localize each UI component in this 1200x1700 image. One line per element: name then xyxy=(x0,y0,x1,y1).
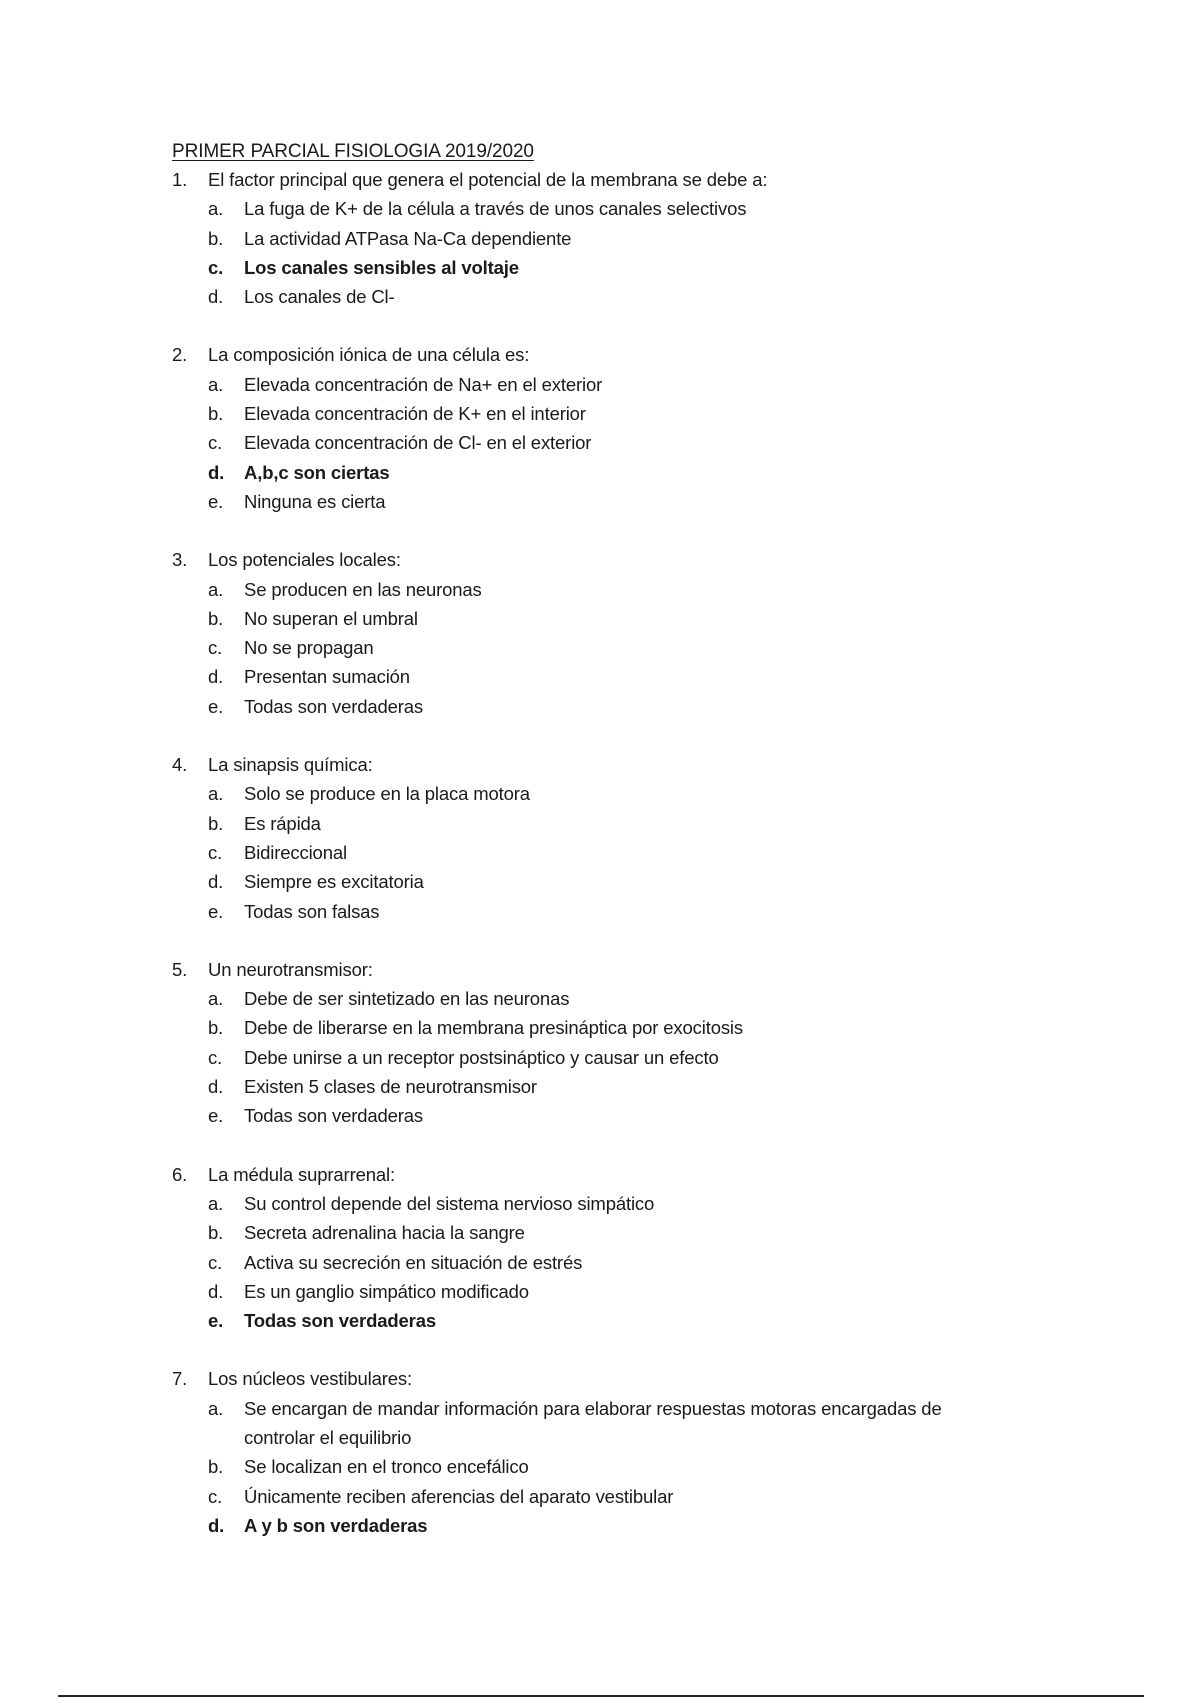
option-letter: d. xyxy=(208,1280,224,1302)
option-letter: a. xyxy=(208,198,224,220)
option-letter: c. xyxy=(208,1485,223,1507)
answer-option xyxy=(0,487,1200,516)
answer-option xyxy=(0,604,1200,633)
option-text: Bidireccional xyxy=(244,841,347,863)
option-letter: a. xyxy=(208,783,224,805)
answer-option-correct xyxy=(0,458,1200,487)
option-text: Secreta adrenalina hacia la sangre xyxy=(244,1222,525,1244)
option-letter: c. xyxy=(208,637,223,659)
question-5 xyxy=(0,955,1200,1131)
option-text: A,b,c son ciertas xyxy=(244,461,390,483)
option-letter: e. xyxy=(208,490,224,512)
question-header xyxy=(0,165,1200,194)
footer-divider xyxy=(58,1695,1144,1697)
option-text: Debe de liberarse en la membrana presináptica por exocitosis xyxy=(244,1017,743,1039)
option-letter: e. xyxy=(208,1310,224,1332)
question-header xyxy=(0,1160,1200,1189)
answer-option xyxy=(0,1277,1200,1306)
question-number: 4. xyxy=(172,754,188,776)
answer-option xyxy=(0,1218,1200,1247)
option-letter: c. xyxy=(208,841,223,863)
option-text: Debe unirse a un receptor postsináptico y causar un efecto xyxy=(244,1046,719,1068)
option-text: Los canales de Cl- xyxy=(244,286,395,308)
question-header xyxy=(0,750,1200,779)
question-number: 7. xyxy=(172,1368,188,1390)
answer-option xyxy=(0,399,1200,428)
answer-option xyxy=(0,809,1200,838)
answer-option xyxy=(0,575,1200,604)
option-letter: b. xyxy=(208,1456,224,1478)
question-number: 3. xyxy=(172,549,188,571)
question-4 xyxy=(0,750,1200,926)
option-letter: d. xyxy=(208,461,225,483)
answer-option xyxy=(0,1013,1200,1042)
question-2 xyxy=(0,340,1200,516)
option-letter: a. xyxy=(208,578,224,600)
option-text: No se propagan xyxy=(244,637,374,659)
option-letter: a. xyxy=(208,1192,224,1214)
option-letter: a. xyxy=(208,373,224,395)
option-letter: c. xyxy=(208,256,224,278)
question-1 xyxy=(0,165,1200,311)
option-text: Todas son verdaderas xyxy=(244,1310,437,1332)
option-text: Es rápida xyxy=(244,812,321,834)
question-3 xyxy=(0,545,1200,721)
option-letter: e. xyxy=(208,900,224,922)
option-letter: c. xyxy=(208,432,223,454)
option-letter: c. xyxy=(208,1251,223,1273)
question-number: 6. xyxy=(172,1163,188,1185)
answer-option xyxy=(0,1189,1200,1218)
question-7 xyxy=(0,1364,1200,1540)
question-header xyxy=(0,955,1200,984)
option-letter: b. xyxy=(208,1017,224,1039)
question-6 xyxy=(0,1160,1200,1336)
option-text: Todas son verdaderas xyxy=(244,1105,424,1127)
answer-option xyxy=(0,838,1200,867)
answer-option xyxy=(0,1043,1200,1072)
question-list xyxy=(0,165,1200,1569)
answer-option-correct xyxy=(0,253,1200,282)
question-number: 2. xyxy=(172,344,188,366)
answer-option xyxy=(0,897,1200,926)
question-number: 1. xyxy=(172,169,188,190)
option-letter: c. xyxy=(208,1046,223,1068)
option-text: Se encargan de mandar información para elaborar respuestas motoras encargadas de controlar el equilibrio xyxy=(244,1397,942,1448)
question-header xyxy=(0,340,1200,369)
option-letter: a. xyxy=(208,988,224,1010)
question-text: La sinapsis química: xyxy=(208,754,373,776)
question-text: La médula suprarrenal: xyxy=(208,1163,395,1185)
option-text: Elevada concentración de K+ en el interior xyxy=(244,403,586,425)
answer-option xyxy=(0,370,1200,399)
answer-option xyxy=(0,867,1200,896)
option-text: No superan el umbral xyxy=(244,607,418,629)
answer-option xyxy=(0,428,1200,457)
option-text: Se localizan en el tronco encefálico xyxy=(244,1456,529,1478)
document-title: PRIMER PARCIAL FISIOLOGIA 2019/2020 xyxy=(172,141,534,162)
option-text: Elevada concentración de Cl- en el exterior xyxy=(244,432,592,454)
option-letter: d. xyxy=(208,286,224,308)
answer-option xyxy=(0,984,1200,1013)
answer-option-correct xyxy=(0,1511,1200,1540)
option-text: Su control depende del sistema nervioso simpático xyxy=(244,1192,655,1214)
option-text: Únicamente reciben aferencias del aparato vestibular xyxy=(244,1485,674,1507)
answer-option xyxy=(0,1072,1200,1101)
option-text: Presentan sumación xyxy=(244,666,410,688)
option-text: Los canales sensibles al voltaje xyxy=(244,256,519,278)
option-text: A y b son verdaderas xyxy=(244,1514,428,1536)
question-text: El factor principal que genera el potencial de la membrana se debe a: xyxy=(208,169,768,190)
option-text: La actividad ATPasa Na-Ca dependiente xyxy=(244,227,572,249)
option-letter: e. xyxy=(208,1105,224,1127)
option-text: Debe de ser sintetizado en las neuronas xyxy=(244,988,570,1010)
option-text: Existen 5 clases de neurotransmisor xyxy=(244,1076,537,1098)
question-text: Un neurotransmisor: xyxy=(208,958,373,980)
option-letter: b. xyxy=(208,812,224,834)
option-text: Ninguna es cierta xyxy=(244,490,386,512)
answer-option xyxy=(0,1248,1200,1277)
answer-option-correct xyxy=(0,1306,1200,1335)
option-letter: b. xyxy=(208,607,224,629)
answer-option xyxy=(0,662,1200,691)
answer-option xyxy=(0,194,1200,223)
answer-option xyxy=(0,282,1200,311)
question-header xyxy=(0,545,1200,574)
answer-option xyxy=(0,692,1200,721)
option-text: Todas son verdaderas xyxy=(244,695,424,717)
answer-option xyxy=(0,224,1200,253)
option-letter: e. xyxy=(208,695,224,717)
answer-option xyxy=(0,1101,1200,1130)
question-text: Los potenciales locales: xyxy=(208,549,401,571)
answer-option xyxy=(0,1482,1200,1511)
option-letter: d. xyxy=(208,666,224,688)
option-text: Solo se produce en la placa motora xyxy=(244,783,530,805)
answer-option xyxy=(0,1394,1200,1453)
option-text: Elevada concentración de Na+ en el exterior xyxy=(244,373,603,395)
option-letter: a. xyxy=(208,1397,224,1419)
answer-option xyxy=(0,779,1200,808)
option-letter: d. xyxy=(208,871,224,893)
option-letter: b. xyxy=(208,227,224,249)
option-text: Activa su secreción en situación de estrés xyxy=(244,1251,583,1273)
answer-option xyxy=(0,1452,1200,1481)
option-text: Siempre es excitatoria xyxy=(244,871,424,893)
answer-option xyxy=(0,633,1200,662)
option-text: La fuga de K+ de la célula a través de unos canales selectivos xyxy=(244,198,747,220)
option-letter: d. xyxy=(208,1076,224,1098)
option-text: Todas son falsas xyxy=(244,900,380,922)
question-number: 5. xyxy=(172,958,188,980)
option-text: Se producen en las neuronas xyxy=(244,578,482,600)
question-header xyxy=(0,1364,1200,1393)
option-letter: d. xyxy=(208,1514,225,1536)
question-text: La composición iónica de una célula es: xyxy=(208,344,530,366)
option-letter: b. xyxy=(208,403,224,425)
option-text: Es un ganglio simpático modificado xyxy=(244,1280,529,1302)
option-letter: b. xyxy=(208,1222,224,1244)
question-text: Los núcleos vestibulares: xyxy=(208,1368,412,1390)
